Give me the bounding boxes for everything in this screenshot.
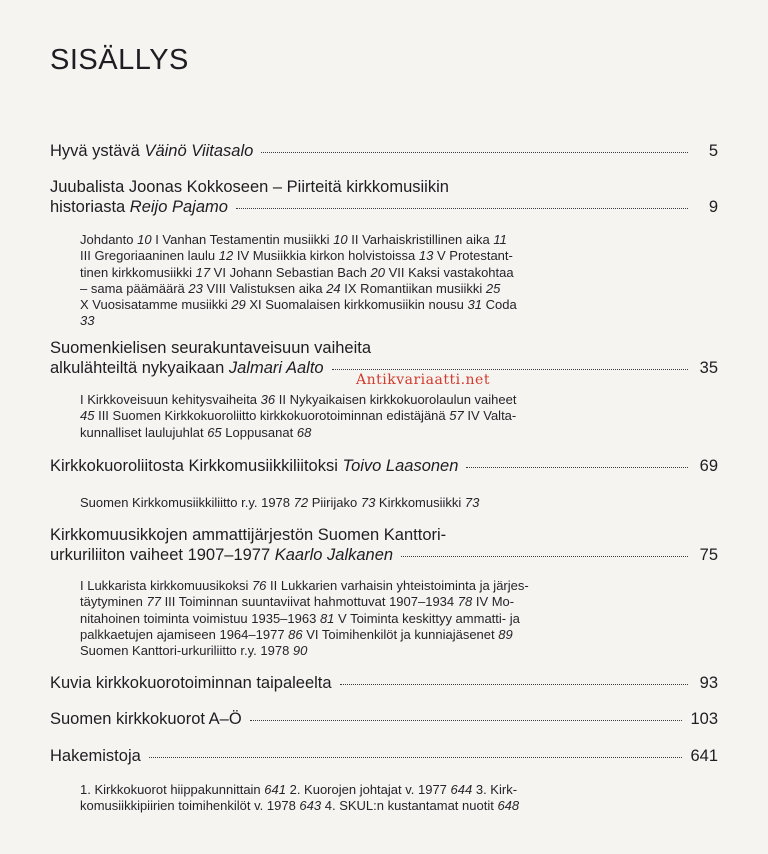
toc-subentry-line — [80, 232, 625, 248]
subentry-page-number: 86 — [288, 626, 303, 642]
toc-entry-author: Toivo Laasonen — [342, 457, 459, 475]
subentry-text: nitahoinen toiminta voimistuu 1935–1963 — [80, 610, 320, 626]
toc-subentry-line — [80, 578, 625, 594]
subentry-text: palkkaetujen ajamiseen 1964–1977 — [80, 626, 289, 642]
toc-page-number: 103 — [690, 710, 718, 728]
toc-subentry-line — [80, 594, 625, 610]
toc-entry-line — [50, 456, 718, 476]
toc-page-number: 5 — [708, 142, 718, 160]
subentry-page-number: 31 — [467, 297, 482, 313]
subentry-text: Kirkkomusiikki — [375, 495, 465, 510]
toc-entry — [50, 141, 718, 161]
toc-entry-title: urkuriliiton vaiheet 1907–1977 Kaarlo Jalkanen — [50, 546, 394, 564]
subentry-page-number: 76 — [251, 578, 267, 593]
subentry-text: X Vuosisatamme musiikki — [80, 297, 232, 313]
subentry-page-number: 29 — [231, 297, 246, 313]
toc-entry-title: historiasta Reijo Pajamo — [50, 198, 228, 216]
subentry-text: I Kirkkoveisuun kehitysvaiheita — [80, 392, 261, 407]
toc-entry-title: alkulähteiltä nykyaikaan Jalmari Aalto — [50, 359, 324, 377]
subentry-page-number: 17 — [195, 264, 211, 280]
subentry-page-number: 81 — [319, 610, 335, 626]
toc-entry — [50, 709, 718, 729]
toc-subentry-line — [80, 782, 625, 798]
subentry-page-number: 11 — [493, 232, 507, 247]
subentry-page-number: 72 — [293, 495, 309, 510]
toc-subentry-line — [80, 265, 625, 281]
toc-entry-author: Jalmari Aalto — [228, 359, 324, 377]
toc-subentry-line — [80, 495, 625, 511]
subentry-text: VIII Valistuksen aika — [202, 280, 327, 296]
subentry-page-number: 77 — [146, 594, 161, 610]
toc-entry-line — [50, 177, 718, 197]
dot-leader — [261, 151, 688, 153]
toc-entry-title: Kirkkomuusikkojen ammattijärjestön Suomen Kanttori- — [50, 526, 447, 544]
subentry-page-number: 644 — [450, 782, 473, 797]
subentry-text: I Vanhan Testamentin musiikki — [151, 232, 334, 247]
toc-entry-author: Reijo Pajamo — [129, 198, 228, 216]
subentry-text: IV Mo- — [472, 594, 515, 610]
toc-entry — [50, 456, 718, 476]
subentry-text: IV Valta- — [463, 408, 517, 424]
subentry-page-number: 24 — [326, 280, 341, 296]
subentry-text: II Lukkarien varhaisin yhteistoiminta ja järjes- — [266, 578, 529, 593]
subentry-page-number: 12 — [218, 248, 234, 264]
subentry-text: Loppusanat — [221, 424, 297, 440]
toc-page-number: 69 — [699, 457, 718, 475]
subentry-page-number: 643 — [299, 798, 322, 814]
toc-page-number: 9 — [708, 198, 718, 216]
toc-page-number: 75 — [699, 546, 718, 564]
subentry-page-number: 45 — [80, 408, 95, 424]
page-title: SISÄLLYS — [50, 44, 189, 76]
subentry-page-number: 648 — [497, 798, 520, 814]
toc-subentries — [80, 392, 625, 441]
toc-subentry-line — [80, 408, 625, 424]
watermark-text: Antikvariaatti.net — [356, 372, 490, 388]
toc-entry-line — [50, 545, 718, 565]
subentry-page-number: 20 — [370, 264, 385, 280]
subentry-page-number: 89 — [498, 626, 513, 642]
dot-leader — [236, 207, 688, 209]
subentry-page-number: 25 — [485, 280, 501, 296]
toc-entry-line — [50, 141, 718, 161]
subentry-text: 2. Kuorojen johtajat v. 1977 — [285, 782, 451, 797]
subentry-text: IX Romantiikan musiikki — [340, 280, 486, 296]
toc-subentry-line — [80, 611, 625, 627]
toc-entry-line — [50, 525, 718, 545]
subentry-text: – sama päämäärä — [80, 280, 189, 296]
subentry-text: I Lukkarista kirkkomuusikoksi — [80, 578, 252, 593]
dot-leader — [332, 368, 688, 370]
toc-entry-title: Hakemistoja — [50, 747, 141, 765]
subentry-page-number: 68 — [296, 424, 312, 440]
toc-subentry-line — [80, 297, 625, 313]
subentry-page-number: 10 — [333, 232, 348, 247]
toc-entry-line — [50, 709, 718, 729]
toc-subentries — [80, 495, 625, 511]
toc-entry-title: Suomenkielisen seurakuntaveisuun vaiheita — [50, 339, 372, 357]
toc-entry — [50, 746, 718, 766]
toc-page-number: 93 — [699, 674, 718, 692]
subentry-page-number: 10 — [137, 232, 152, 247]
subentry-page-number: 13 — [418, 248, 434, 264]
toc-entry-line — [50, 338, 718, 358]
subentry-text: Suomen Kirkkomusiikkiliitto r.y. 1978 — [80, 495, 294, 510]
toc-subentries — [80, 232, 625, 330]
subentry-page-number: 90 — [292, 643, 308, 659]
toc-subentry-line — [80, 281, 625, 297]
toc-subentry-line — [80, 425, 625, 441]
dot-leader — [340, 683, 688, 685]
dot-leader — [401, 555, 688, 557]
subentry-text: III Suomen Kirkkokuoroliitto kirkkokuorotoiminnan edistäjänä — [94, 408, 450, 424]
toc-entry-line — [50, 673, 718, 693]
subentry-text: V Toiminta keskittyy ammatti- ja — [334, 610, 520, 626]
toc-entry-author: Kaarlo Jalkanen — [274, 546, 394, 564]
subentry-text: VI Johann Sebastian Bach — [210, 264, 371, 280]
subentry-text: 3. Kirk- — [472, 782, 518, 797]
subentry-text: Piirijako — [308, 495, 361, 510]
toc-page-number: 35 — [699, 359, 718, 377]
dot-leader — [250, 719, 683, 721]
subentry-text: III Toiminnan suuntaviivat hahmottuvat 1907–1934 — [160, 594, 458, 610]
subentry-text: III Gregoriaaninen laulu — [80, 248, 219, 264]
toc-entry-title: Kirkkokuoroliitosta Kirkkomusiikkiliitoksi Toivo Laasonen — [50, 457, 459, 475]
subentry-page-number: 73 — [360, 495, 376, 510]
dot-leader — [466, 466, 688, 468]
toc-page-number: 641 — [690, 747, 718, 765]
toc-entry-author: Väinö Viitasalo — [144, 142, 254, 160]
subentry-text: II Nykyaikaisen kirkkokuorolaulun vaiheet — [275, 392, 517, 407]
toc-entry-title: Juubalista Joonas Kokkoseen – Piirteitä kirkkomusiikin — [50, 178, 449, 196]
subentry-text: tinen kirkkomusiikki — [80, 264, 196, 280]
dot-leader — [149, 756, 683, 758]
toc-subentry-line — [80, 313, 625, 329]
toc-entry-line — [50, 197, 718, 217]
toc-entry-title: Kuvia kirkkokuorotoiminnan taipaleelta — [50, 674, 332, 692]
toc-entry — [50, 525, 718, 565]
subentry-page-number: 78 — [457, 594, 473, 610]
toc-entry-title: Suomen kirkkokuorot A–Ö — [50, 710, 242, 728]
toc-subentries — [80, 782, 625, 815]
subentry-page-number: 23 — [188, 280, 203, 296]
subentry-text: V Protestant- — [433, 248, 513, 264]
subentry-page-number: 641 — [264, 782, 286, 797]
subentry-text: komusiikkipiirien toimihenkilöt v. 1978 — [80, 798, 300, 814]
toc-subentry-line — [80, 248, 625, 264]
subentry-text: VI Toimihenkilöt ja kunniajäsenet — [302, 626, 499, 642]
subentry-text: XI Suomalaisen kirkkomusiikin nousu — [245, 297, 468, 313]
subentry-page-number: 65 — [207, 424, 222, 440]
subentry-page-number: 73 — [464, 495, 480, 510]
subentry-page-number: 33 — [80, 313, 95, 329]
subentry-text: kunnalliset laulujuhlat — [80, 424, 208, 440]
subentry-text: Suomen Kanttori-urkuriliitto r.y. 1978 — [80, 643, 293, 659]
toc-entry-title: Hyvä ystävä Väinö Viitasalo — [50, 142, 254, 160]
subentry-page-number: 36 — [260, 392, 276, 407]
subentry-text: täytyminen — [80, 594, 147, 610]
subentry-text: IV Musiikkia kirkon holvistoissa — [233, 248, 419, 264]
subentry-text: 4. SKUL:n kustantamat nuotit — [321, 798, 498, 814]
toc-entry-line — [50, 746, 718, 766]
subentry-page-number: 57 — [449, 408, 464, 424]
toc-subentry-line — [80, 643, 625, 659]
toc-subentry-line — [80, 627, 625, 643]
toc-entry — [50, 673, 718, 693]
toc-subentries — [80, 578, 625, 659]
subentry-text: Johdanto — [80, 232, 138, 247]
toc-subentry-line — [80, 798, 625, 814]
toc-entry — [50, 177, 718, 217]
toc-subentry-line — [80, 392, 625, 408]
subentry-text: II Varhaiskristillinen aika — [347, 232, 494, 247]
subentry-text: Coda — [482, 297, 517, 313]
subentry-text: VII Kaksi vastakohtaa — [384, 264, 514, 280]
subentry-text: 1. Kirkkokuorot hiippakunnittain — [80, 782, 265, 797]
